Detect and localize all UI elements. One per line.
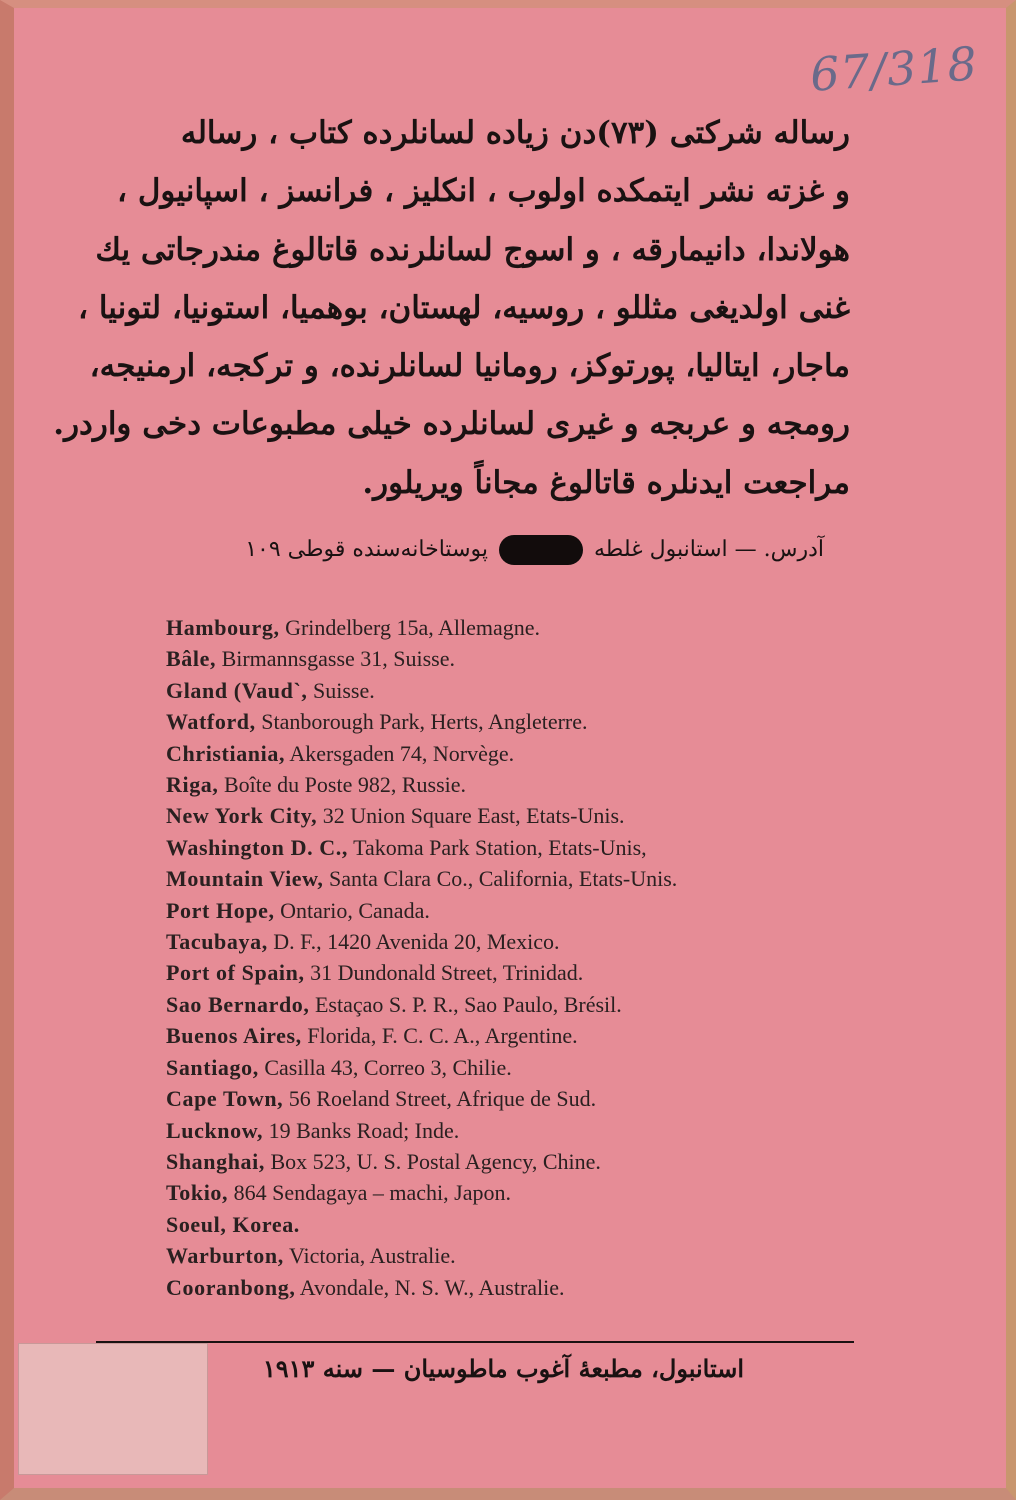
address-entry: [166, 738, 677, 769]
address-detail: Casilla 43, Correo 3, Chilie.: [258, 1054, 512, 1080]
address-detail: Boîte du Poste 982, Russie.: [218, 772, 467, 798]
address-entry: [166, 769, 677, 800]
address-detail: Santa Clara Co., California, Etats-Unis.: [323, 866, 678, 892]
city-name: Port Hope,: [166, 897, 275, 923]
city-name: Cape Town,: [166, 1086, 284, 1112]
address-entry: [166, 989, 677, 1020]
handwritten-catalog-number: 67/318: [808, 36, 980, 102]
city-name: Riga,: [166, 772, 219, 798]
address-detail: Suisse.: [307, 677, 375, 703]
address-before: آدرس. — استانبول غلطه: [594, 537, 824, 562]
address-entry: [166, 1020, 677, 1051]
address-detail: 31 Dundonald Street, Trinidad.: [304, 960, 584, 986]
address-entry: [166, 1209, 677, 1240]
address-entry: [166, 706, 677, 737]
paragraph-line: رساله شركتى (٧٣)دن زياده لسانلرده كتاب ، رساله: [180, 115, 850, 151]
city-name: Shanghai,: [166, 1148, 265, 1174]
city-name: Hambourg,: [166, 615, 280, 640]
branch-address-list: [166, 612, 677, 1303]
city-name: Sao Bernardo,: [166, 991, 310, 1017]
city-name: Lucknow,: [166, 1117, 264, 1143]
address-entry: [166, 1272, 677, 1303]
city-name: Washington D. C.,: [166, 834, 348, 860]
address-detail: Box 523, U. S. Postal Agency, Chine.: [264, 1148, 601, 1174]
city-name: Santiago,: [166, 1054, 259, 1080]
address-entry: [166, 675, 677, 706]
ottoman-address-line: [134, 535, 824, 565]
address-entry: [166, 1083, 677, 1114]
address-entry: [166, 1115, 677, 1146]
address-detail: Ontario, Canada.: [274, 897, 430, 923]
city-name: Buenos Aires,: [166, 1023, 302, 1049]
city-name: Christiania,: [166, 740, 286, 766]
paragraph-line: غنى اولديغى مثللو ، روسيه، لهستان، بوهميا، استونيا، لتونيا ،: [78, 289, 850, 326]
address-detail: 32 Union Square East, Etats-Unis.: [317, 803, 625, 829]
address-detail: 56 Roeland Street, Afrique de Sud.: [283, 1086, 597, 1112]
library-label-sticker: [18, 1343, 208, 1475]
address-entry: [166, 926, 677, 957]
paragraph-line: هولاندا، دانيمارقه ، و اسوج لسانلرنده قاتالوغ مندرجاتى يك: [95, 231, 850, 268]
address-detail: Stanborough Park, Herts, Angleterre.: [255, 709, 588, 735]
city-name: Tokio,: [166, 1180, 229, 1206]
imprint-footer: استانبول، مطبعهٔ آغوب ماطوسيان — سنه ١٩١٣: [262, 1354, 744, 1383]
city-name: Watford,: [166, 709, 256, 735]
city-name: Port of Spain,: [166, 960, 305, 986]
paragraph-line: و غزته نشر ايتمكده اولوب ، انكليز ، فرانسز ، اسپانيول ،: [117, 173, 850, 210]
paragraph-line: مراجعت ايدنلره قاتالوغ مجاناً ويريلور.: [362, 464, 850, 501]
city-name: Tacubaya,: [166, 929, 268, 955]
address-entry: [166, 895, 677, 926]
address-entry: [166, 643, 677, 674]
address-entry: [166, 612, 677, 643]
address-detail: Avondale, N. S. W., Australie.: [295, 1274, 565, 1300]
city-name: New York City,: [166, 803, 318, 829]
address-detail: D. F., 1420 Avenida 20, Mexico.: [267, 929, 560, 955]
address-detail: 19 Banks Road; Inde.: [263, 1117, 460, 1143]
address-detail: Akersgaden 74, Norvège.: [285, 740, 515, 766]
address-detail: 864 Sendagaya – machi, Japon.: [228, 1180, 511, 1206]
address-after: پوستاخانه‌سنده قوطى ١٠٩: [245, 537, 488, 562]
ottoman-paragraph: [53, 104, 850, 512]
address-detail: Estaçao S. P. R., Sao Paulo, Brésil.: [309, 991, 622, 1017]
city-name: Soeul, Korea.: [166, 1211, 300, 1237]
address-entry: [166, 1052, 677, 1083]
address-entry: [166, 863, 677, 894]
address-detail: Grindelberg 15a, Allemagne.: [279, 615, 541, 640]
city-name: Warburton,: [166, 1243, 284, 1269]
paragraph-line: رومجه و عربجه و غيرى لسانلرده خيلى مطبوعات دخى واردر.: [53, 406, 850, 443]
address-detail: Victoria, Australie.: [283, 1243, 456, 1269]
address-entry: [166, 832, 677, 863]
city-name: Mountain View,: [166, 866, 324, 892]
city-name: Cooranbong,: [166, 1274, 296, 1300]
city-name: Gland (Vaud`,: [166, 677, 308, 703]
address-detail: Takoma Park Station, Etats-Unis,: [347, 834, 647, 860]
address-entry: [166, 1177, 677, 1208]
city-name: Bâle,: [166, 646, 217, 672]
footer-divider: [96, 1341, 854, 1343]
paragraph-line: ماجار، ايتاليا، پورتوكز، رومانيا لسانلرنده، و تركجه، ارمنيجه،: [89, 348, 850, 385]
address-detail: Florida, F. C. C. A., Argentine.: [301, 1023, 578, 1049]
redaction-mark: [499, 535, 583, 565]
address-entry: [166, 1146, 677, 1177]
address-entry: [166, 957, 677, 988]
address-entry: [166, 1240, 677, 1271]
address-entry: [166, 800, 677, 831]
address-detail: Birmannsgasse 31, Suisse.: [216, 646, 456, 672]
